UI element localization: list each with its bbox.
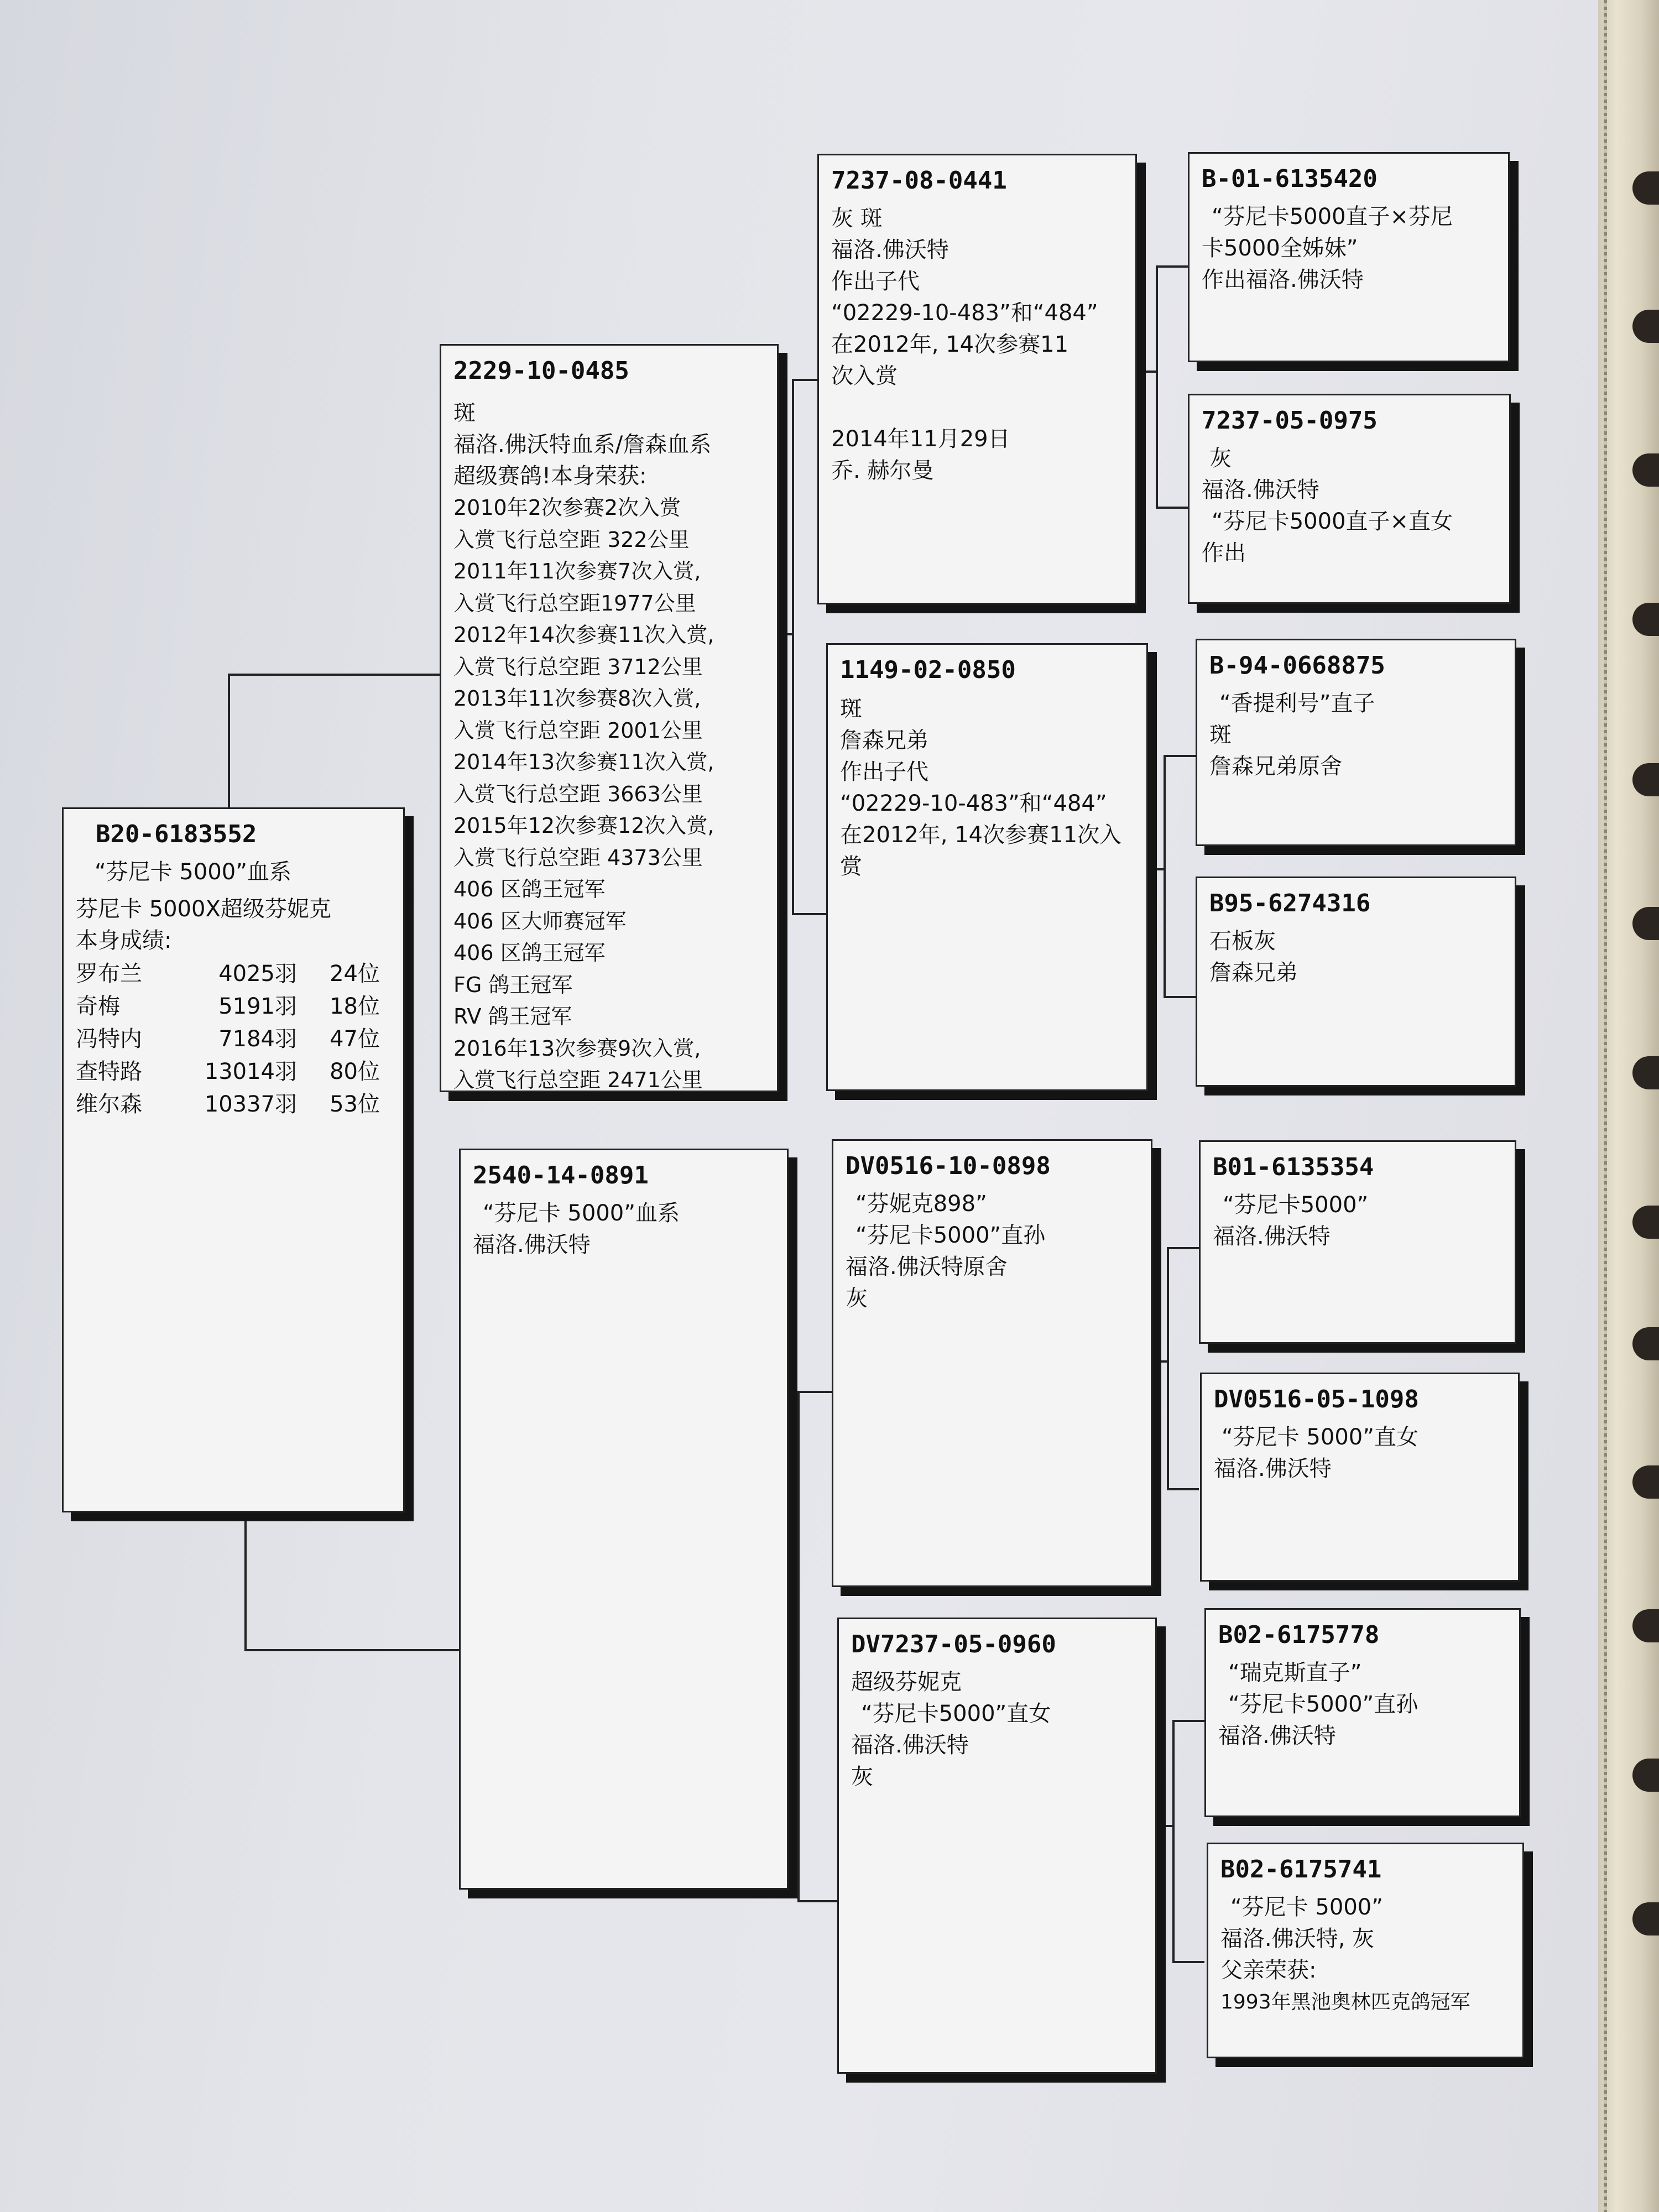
cross-text: 芬尼卡 5000X超级芬妮克 [76,896,331,922]
pigeon-card-dam-sire [832,1139,1152,1587]
connector-line [228,674,230,808]
connector-line [1167,1488,1199,1490]
achievement-line: FG 鸽王冠军 [453,972,573,997]
race-name: 冯特内 [76,1026,142,1052]
achievement-line: 406 区鸽王冠军 [453,941,606,965]
result-row [76,958,391,990]
info-line: 赏 [840,854,862,879]
achievement-line: 入赏飞行总空距1977公里 [453,591,696,615]
honors-heading: 超级赛鸽!本身荣获: [453,463,647,489]
pigeon-card-dam-dam [837,1618,1157,2074]
result-row [76,1023,391,1056]
info-line: “芬妮克898” [855,1191,987,1217]
achievement-line: 2013年11次参赛8次入赏, [453,686,701,711]
ring-number: DV0516-05-1098 [1214,1385,1419,1413]
achievement-line: 入赏飞行总空距 2471公里 [453,1068,703,1092]
placing: 53位 [330,1092,380,1117]
bird-count: 5191羽 [218,994,297,1019]
breeder-text: 福洛.佛沃特 [473,1232,591,1258]
info-line: 福洛.佛沃特 [1214,1456,1332,1481]
achievement-line: 406 区鸽王冠军 [453,877,606,901]
connector-line [1156,265,1158,509]
result-row [76,1088,391,1121]
info-line: 作出子代 [831,269,920,294]
info-line: 福洛.佛沃特 [851,1733,969,1758]
connector-line [792,379,817,381]
info-line: 詹森兄弟 [1209,960,1298,985]
info-line: “芬尼卡5000” [1223,1192,1369,1218]
info-line: 灰 [846,1286,868,1311]
binder-sleeve-seam [1604,0,1607,2212]
result-row [76,990,391,1023]
pigeon-card-ss-sire [1188,152,1510,362]
info-line: 1993年黑池奥林匹克鸽冠军 [1220,1991,1470,2013]
info-line: 卡5000全姊妹” [1202,236,1358,261]
connector-line [244,1649,459,1651]
bloodline-text: “芬尼卡 5000”血系 [95,859,291,885]
connector-line [1172,1961,1204,1963]
date-line: 2014年11月29日 [831,426,1010,452]
info-line: 石板灰 [1209,928,1276,954]
ring-number: DV7237-05-0960 [851,1630,1056,1658]
info-line: 福洛.佛沃特, 灰 [1220,1926,1375,1952]
info-line: 詹森兄弟原舍 [1209,754,1342,779]
placing: 80位 [330,1059,380,1084]
info-line: 福洛.佛沃特 [1218,1723,1336,1749]
achievement-line: 2011年11次参赛7次入赏, [453,559,701,583]
connector-line [792,379,794,915]
info-line: 斑 [1209,722,1232,748]
achievement-line: 入赏飞行总空距 322公里 [453,527,690,552]
pigeon-card-main [62,807,405,1512]
color-text: 斑 [453,400,476,426]
achievement-line: RV 鸽王冠军 [453,1004,572,1029]
achievement-line: 2015年12次参赛12次入赏, [453,813,714,838]
info-line: “芬尼卡5000”直孙 [1228,1692,1418,1717]
placing: 47位 [330,1026,380,1052]
info-line: 作出子代 [840,759,928,785]
pigeon-card-sd-dam [1196,877,1516,1087]
connector-line [1137,371,1158,373]
achievement-line: 入赏飞行总空距 4373公里 [453,845,703,870]
ring-number: DV0516-10-0898 [846,1152,1051,1180]
info-line: “香提利号”直子 [1219,691,1375,716]
ring-number: B02-6175741 [1220,1855,1382,1884]
achievement-line: 入赏飞行总空距 3663公里 [453,781,703,806]
pigeon-card-sire [440,344,779,1092]
info-line: 福洛.佛沃特 [1213,1224,1331,1249]
info-line: “02229-10-483”和“484” [840,791,1107,816]
info-line: 灰 [851,1764,873,1790]
info-line: “芬尼卡 5000” [1230,1895,1383,1920]
info-line: “芬尼卡5000直子×直女 [1212,509,1453,534]
pigeon-card-dd-dam [1207,1843,1524,2058]
bird-count: 7184羽 [218,1026,297,1052]
bird-count: 10337羽 [204,1092,297,1117]
info-line: 灰 [1209,446,1232,471]
info-line: 灰 斑 [831,206,883,231]
bird-count: 13014羽 [204,1059,297,1084]
connector-line [1164,755,1196,757]
race-name: 维尔森 [76,1092,142,1117]
connector-line [1156,265,1188,268]
pigeon-card-ds-dam [1200,1373,1520,1582]
connector-line [1167,1247,1169,1490]
race-name: 查特路 [76,1059,142,1084]
connector-line [797,1391,800,1902]
connector-line [1164,755,1166,998]
connector-line [228,674,444,676]
ring-number: B02-6175778 [1218,1621,1380,1649]
ring-number: 7237-08-0441 [831,166,1007,195]
bloodline-text: 福洛.佛沃特血系/詹森血系 [453,432,712,457]
connector-line [797,1391,832,1393]
pigeon-card-dd-sire [1204,1608,1521,1817]
achievement-line: 406 区大师赛冠军 [453,909,627,933]
result-row [76,1056,391,1088]
info-line: 次入赏 [831,363,898,389]
connector-line [792,913,826,915]
pigeon-card-dam [459,1149,789,1890]
ring-number: B95-6274316 [1209,889,1371,917]
connector-line [1172,1720,1204,1722]
bird-count: 4025羽 [218,961,297,987]
info-line: “芬尼卡5000”直孙 [855,1223,1046,1248]
pigeon-card-sire-sire [817,154,1137,604]
ring-number: 7237-05-0975 [1202,406,1378,435]
achievement-line: 入赏飞行总空距 3712公里 [453,654,703,679]
results-heading: 本身成绩: [76,928,172,953]
connector-line [244,1515,247,1651]
ring-number: B-01-6135420 [1202,165,1378,193]
ring-number: B-94-0668875 [1209,651,1385,680]
achievement-line: 2010年2次参赛2次入赏 [453,495,681,520]
info-line: 作出 [1202,540,1246,566]
info-line: 福洛.佛沃特 [831,237,949,263]
ring-number: 1149-02-0850 [840,656,1016,684]
connector-line [1167,1247,1199,1249]
info-line: 福洛.佛沃特原舍 [846,1254,1008,1280]
pigeon-card-ss-dam [1188,394,1511,604]
info-line: “瑞克斯直子” [1228,1660,1362,1686]
placing: 24位 [330,961,380,987]
achievement-line: 入赏飞行总空距 2001公里 [453,718,703,743]
results-table [76,958,391,1121]
signature-name: 乔. 赫尔曼 [831,458,934,483]
pigeon-card-ds-sire [1199,1140,1516,1344]
pigeon-card-sd-sire [1196,639,1516,846]
info-line: “芬尼卡5000”直女 [861,1701,1051,1726]
connector-line [1156,507,1188,509]
info-line: “芬尼卡 5000”直女 [1222,1425,1418,1450]
achievement-line: 2016年13次参赛9次入赏, [453,1036,701,1061]
connector-line [1172,1720,1175,1963]
info-line: 超级芬妮克 [851,1670,962,1695]
spacer-line [831,392,1123,424]
placing: 18位 [330,994,380,1019]
info-line: 在2012年, 14次参赛11 [831,332,1069,357]
ring-number: 2540-14-0891 [473,1161,649,1190]
info-line: 父亲荣获: [1220,1958,1317,1983]
info-line: 在2012年, 14次参赛11次入 [840,822,1122,848]
info-line: 斑 [840,696,862,722]
info-line: 詹森兄弟 [840,728,928,753]
info-line: “02229-10-483”和“484” [831,300,1098,326]
ring-number: B20-6183552 [96,820,257,848]
bloodline-text: “芬尼卡 5000”血系 [483,1201,680,1226]
ring-number: 2229-10-0485 [453,357,629,385]
info-line: 作出福洛.佛沃特 [1202,267,1364,293]
achievement-line: 2014年13次参赛11次入赏, [453,750,714,774]
pigeon-card-sire-dam [826,643,1148,1091]
info-line: “芬尼卡5000直子×芬尼 [1212,204,1453,229]
race-name: 奇梅 [76,994,120,1019]
connector-line [1164,996,1196,998]
info-line: 福洛.佛沃特 [1202,477,1319,503]
race-name: 罗布兰 [76,961,142,987]
connector-line [797,1900,837,1902]
achievement-line: 2012年14次参赛11次入赏, [453,623,714,647]
ring-number: B01-6135354 [1213,1153,1374,1181]
